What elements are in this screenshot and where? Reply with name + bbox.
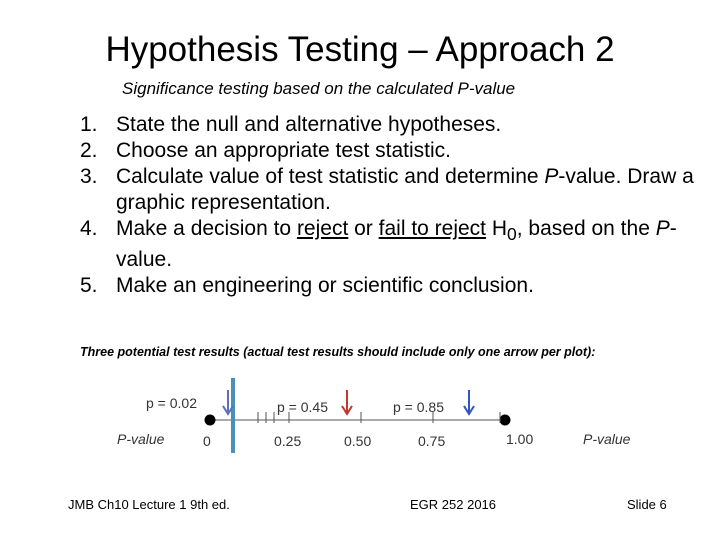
tick-label-100: 1.00	[506, 431, 534, 447]
step-number: 2.	[80, 139, 98, 162]
result-arrow	[464, 390, 474, 414]
slide-subtitle: Significance testing based on the calculated P-value	[122, 79, 516, 98]
step-text: Make a decision to reject or fail to reject $H_0$, based on the P-value.	[116, 217, 677, 272]
right-endpoint-dot	[500, 415, 511, 426]
step-text: Calculate value of test statistic and determine P-value. Draw a graphic representation.	[116, 165, 694, 214]
footer-right: Slide 6	[627, 497, 667, 512]
result-label-p002: p = 0.02	[146, 395, 197, 411]
result-label-p085: p = 0.85	[393, 399, 444, 415]
footer-center: EGR 252 2016	[410, 497, 497, 512]
step-text: Make an engineering or scientific conclusion.	[116, 274, 534, 298]
footer-left: JMB Ch10 Lecture 1 9th ed.	[68, 497, 230, 512]
step-number: 3.	[80, 165, 98, 188]
tick-label-075: 0.75	[418, 433, 446, 449]
step-number: 5.	[80, 274, 98, 298]
figure-caption: Three potential test results (actual test results should include only one arrow per plot):	[80, 345, 596, 359]
left-endpoint-dot	[205, 415, 216, 426]
pvalue-label-right: P-value	[583, 431, 631, 447]
result-label-p045: p = 0.45	[277, 399, 328, 415]
step-text: State the null and alternative hypotheses.	[116, 113, 502, 136]
fail-to-reject-term: fail to reject	[378, 217, 487, 240]
step-number: 1.	[80, 113, 98, 136]
result-arrow	[342, 390, 352, 414]
tick-label-025: 0.25	[274, 433, 302, 449]
tick-label-050: 0.50	[344, 433, 372, 449]
step-number: 4.	[80, 217, 98, 240]
pvalue-label-left: P-value	[117, 431, 165, 447]
tick-label-0: 0	[203, 433, 211, 449]
reject-term: reject	[296, 217, 349, 240]
slide-title: Hypothesis Testing – Approach 2	[105, 30, 615, 69]
step-text: Choose an appropriate test statistic.	[116, 139, 452, 162]
